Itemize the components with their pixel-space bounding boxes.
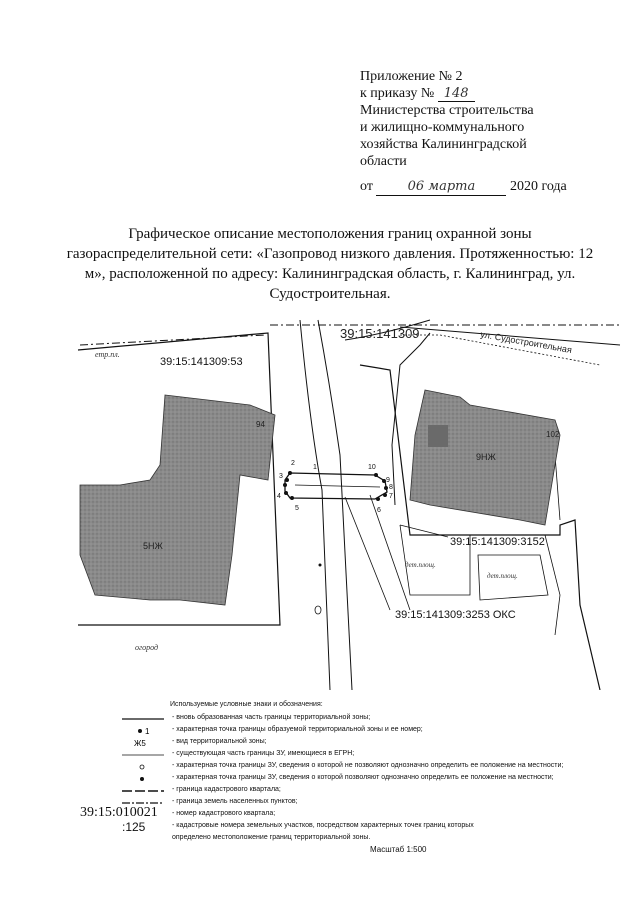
point-label-6: 6 [377,507,381,514]
ministry-line-3: хозяйства Калининградской [360,137,527,152]
legend-text-4: - существующая часть границы ЗУ, имеющиеся в ЕГРН; [172,750,355,757]
parcel-3152-label: 39:15:141309:3152 [450,536,545,548]
order-number: 148 [438,86,475,102]
legend-text-8: - граница земель населенных пунктов; [172,798,298,805]
appendix-label: Приложение № 2 [360,69,463,84]
ogorod-label: огород [135,643,159,652]
legend-parcel-number-sample: :125 [122,820,146,834]
point-2 [285,478,289,482]
bldg-right-num: 102 [546,430,560,439]
svg-text:Ж5: Ж5 [134,739,146,748]
document-title: Графическое описание местоположения границ охранной зоны газораспределительной сети: «Газопровод низкого давления. Протяженностью: 12 м», расположенной по адресу: Калининградская область, г. Калининград, ул. Судостроительная. [66,226,594,302]
pipeline-axis [295,485,380,487]
filled-point-symbol [120,773,166,785]
scale-label: Масштаб 1:500 [370,845,427,854]
legend-text-9: - номер кадастрового квартала; [172,810,276,817]
egrn-boundary-symbol [120,749,166,761]
playground-label-1: дет.площ. [405,561,436,569]
legend-text-6: - характерная точка границы ЗУ, сведения о которой позволяют однозначно определить ее положение на местности; [172,774,554,781]
legend-text-1: - вновь образованная часть границы территориальной зоны; [172,714,371,721]
oks-leader [345,497,390,610]
new-boundary-symbol [120,713,166,725]
parcel-left-label: 39:15:141309:53 [160,356,243,368]
zone-symbol [120,737,166,749]
legend-text-5: - характерная точка границы ЗУ, сведения о которой не позволяют однозначно определить ее положение на местности; [172,762,564,769]
point-label-1: 1 [313,464,317,471]
date-handwritten: 06 марта [376,178,506,196]
date-year: 2020 года [509,179,567,194]
ministry-line-1: Министерства строительства [360,103,534,118]
legend-text-11: определено местоположение границ территориальной зоны. [172,834,371,841]
date-prefix: от [360,179,373,194]
point-label-8: 8 [389,484,393,491]
point-symbol [120,725,166,737]
point-3 [283,483,287,487]
point-label-5: 5 [295,505,299,512]
header-block [360,68,567,196]
point-5 [290,496,294,500]
quarter-boundary-symbol [120,785,166,797]
point-label-4: 4 [277,493,281,500]
point-4 [284,491,288,495]
parcel-oks-label: 39:15:141309:3253 ОКС [395,609,516,621]
playground-label-2: дет.площ. [487,572,518,580]
ministry-line-4: области [360,154,407,169]
date-line [360,178,567,196]
site-plan-map [0,305,640,690]
hollow-point-symbol [120,761,166,773]
point-7 [383,493,387,497]
survey-mark [319,564,322,567]
point-1 [288,471,292,475]
tree-mark [315,606,321,614]
etr-label: етр.пл. [95,350,120,359]
point-label-2: 2 [291,460,295,467]
legend-text-10: - кадастровые номера земельных участков, посредством характерных точек границ которых [172,822,474,829]
point-8 [384,486,388,490]
legend-text-2: - характерная точка границы образуемой территориальной зоны и ее номер; [172,726,423,733]
point-label-9: 9 [386,477,390,484]
street-label: ул. Судостроительная [479,329,573,356]
building-left [80,395,275,605]
road-edge-left [300,320,330,690]
bldg-left-num: 94 [256,420,265,429]
svg-text:1: 1 [145,727,150,736]
point-10 [374,473,378,477]
quarter-label: 39:15:141309 [340,326,420,341]
order-line [360,85,567,102]
bldg-left-type: 5НЖ [143,541,163,551]
legend-heading: Используемые условные знаки и обозначения: [170,701,323,708]
legend-quarter-number-sample: 39:15:010021 [80,805,158,820]
quarter-boundary-left [80,335,265,345]
point-label-10: 10 [368,464,376,471]
point-6 [376,497,380,501]
building-right-annex [428,425,448,447]
legend-text-7: - граница кадастрового квартала; [172,786,281,793]
legend-text-3: - вид территориальной зоны; [172,738,267,745]
point-label-3: 3 [279,473,283,480]
bldg-right-type: 9НЖ [476,452,496,462]
parcel-right-east [545,535,560,635]
point-label-7: 7 [389,493,393,500]
ministry-line-2: и жилищно-коммунального [360,120,525,135]
order-prefix: к приказу № [360,86,435,101]
